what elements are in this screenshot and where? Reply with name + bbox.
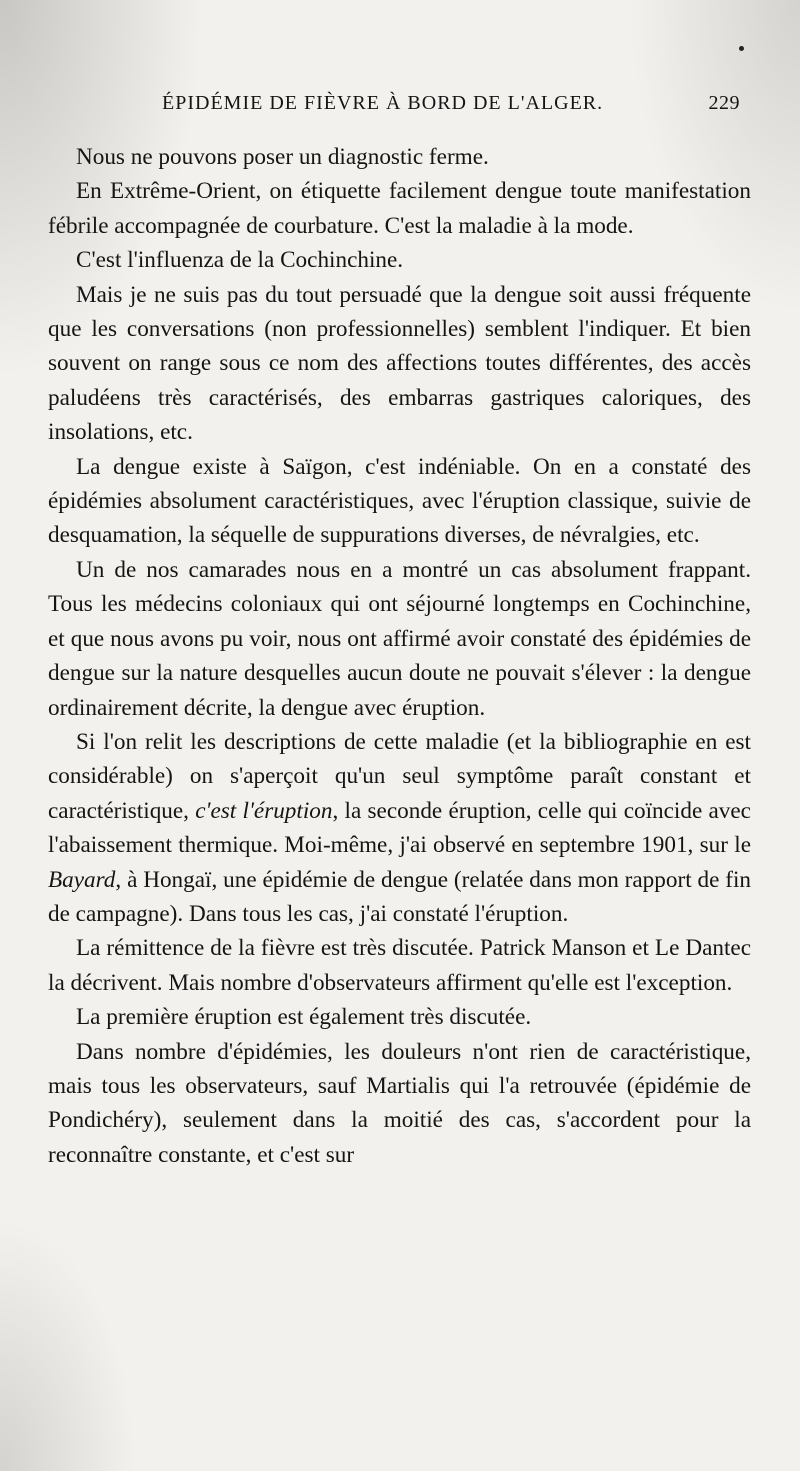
paragraph: C'est l'influenza de la Cochinchine. — [76, 247, 404, 274]
body-text — [48, 140, 751, 1172]
paragraph: Mais je ne suis pas du tout persuadé que la dengue soit aussi fréquente que les conversations (non professionnelles) semblent l'indiquer. Et bien souvent on range sous ce nom des affections toutes différentes, des accès paludéens très caractérisés, des embarras gastriques caloriques, des insolations, etc. — [48, 281, 751, 446]
paragraph: Nous ne pouvons poser un diagnostic ferme. — [76, 144, 489, 170]
italic-phrase: c'est l'éruption — [195, 797, 333, 824]
paragraph — [48, 725, 751, 931]
running-header — [162, 92, 740, 122]
running-title: ÉPIDÉMIE DE FIÈVRE À BORD DE L'ALGER. — [162, 92, 604, 114]
paragraph: La dengue existe à Saïgon, c'est indéniable. On en a constaté des épidémies absolument caractéristiques, avec l'éruption classique, suivie de desquamation, la séquelle de suppurations diverses, de névralgies, etc. — [48, 453, 751, 549]
paragraph: Un de nos camarades nous en a montré un cas absolument frappant. Tous les médecins coloniaux qui ont séjourné longtemps en Cochinchine, et que nous avons pu voir, nous ont affirmé avoir constaté des épidémies de dengue sur la nature desquelles aucun doute ne pouvait s'élever : la dengue ordinairement décrite, la dengue avec éruption. — [48, 556, 751, 721]
paragraph: La rémittence de la fièvre est très discutée. Patrick Manson et Le Dantec la décrivent. Mais nombre d'observateurs affirment qu'elle est l'exception. — [48, 935, 751, 996]
page-number: 229 — [708, 92, 740, 114]
paragraph-text: Si l'on relit les descriptions de cette maladie (et la bibliographie en est considérable) on s'aperçoit qu'un seul symptôme paraît constant et caractéristique, — [48, 728, 751, 824]
paragraph: La première éruption est également très discutée. — [76, 1004, 532, 1031]
paragraph-text: , à Hongaï, une épidémie de dengue (relatée dans mon rapport de fin de campagne). Dans tous les cas, j'ai constaté l'éruption. — [48, 866, 751, 927]
ship-name: Bayard — [48, 866, 116, 893]
paragraph: Dans nombre d'épidémies, les douleurs n'ont rien de caractéristique, mais tous les observateurs, sauf Martialis qui l'a retrouvée (épidémie de Pondichéry), seulement dans la moitié des cas, s'accordent pour la reconnaître constante, et c'est sur — [48, 1038, 751, 1168]
paragraph-text: , la seconde éruption, celle qui coïncide avec l'abaissement thermique. Moi-même, j'ai observé en septembre 1901, sur le — [48, 797, 751, 859]
ink-speck — [739, 46, 744, 51]
paragraph: En Extrême-Orient, on étiquette facilement dengue toute manifestation fébrile accompagnée de courbature. C'est la maladie à la mode. — [48, 178, 751, 239]
